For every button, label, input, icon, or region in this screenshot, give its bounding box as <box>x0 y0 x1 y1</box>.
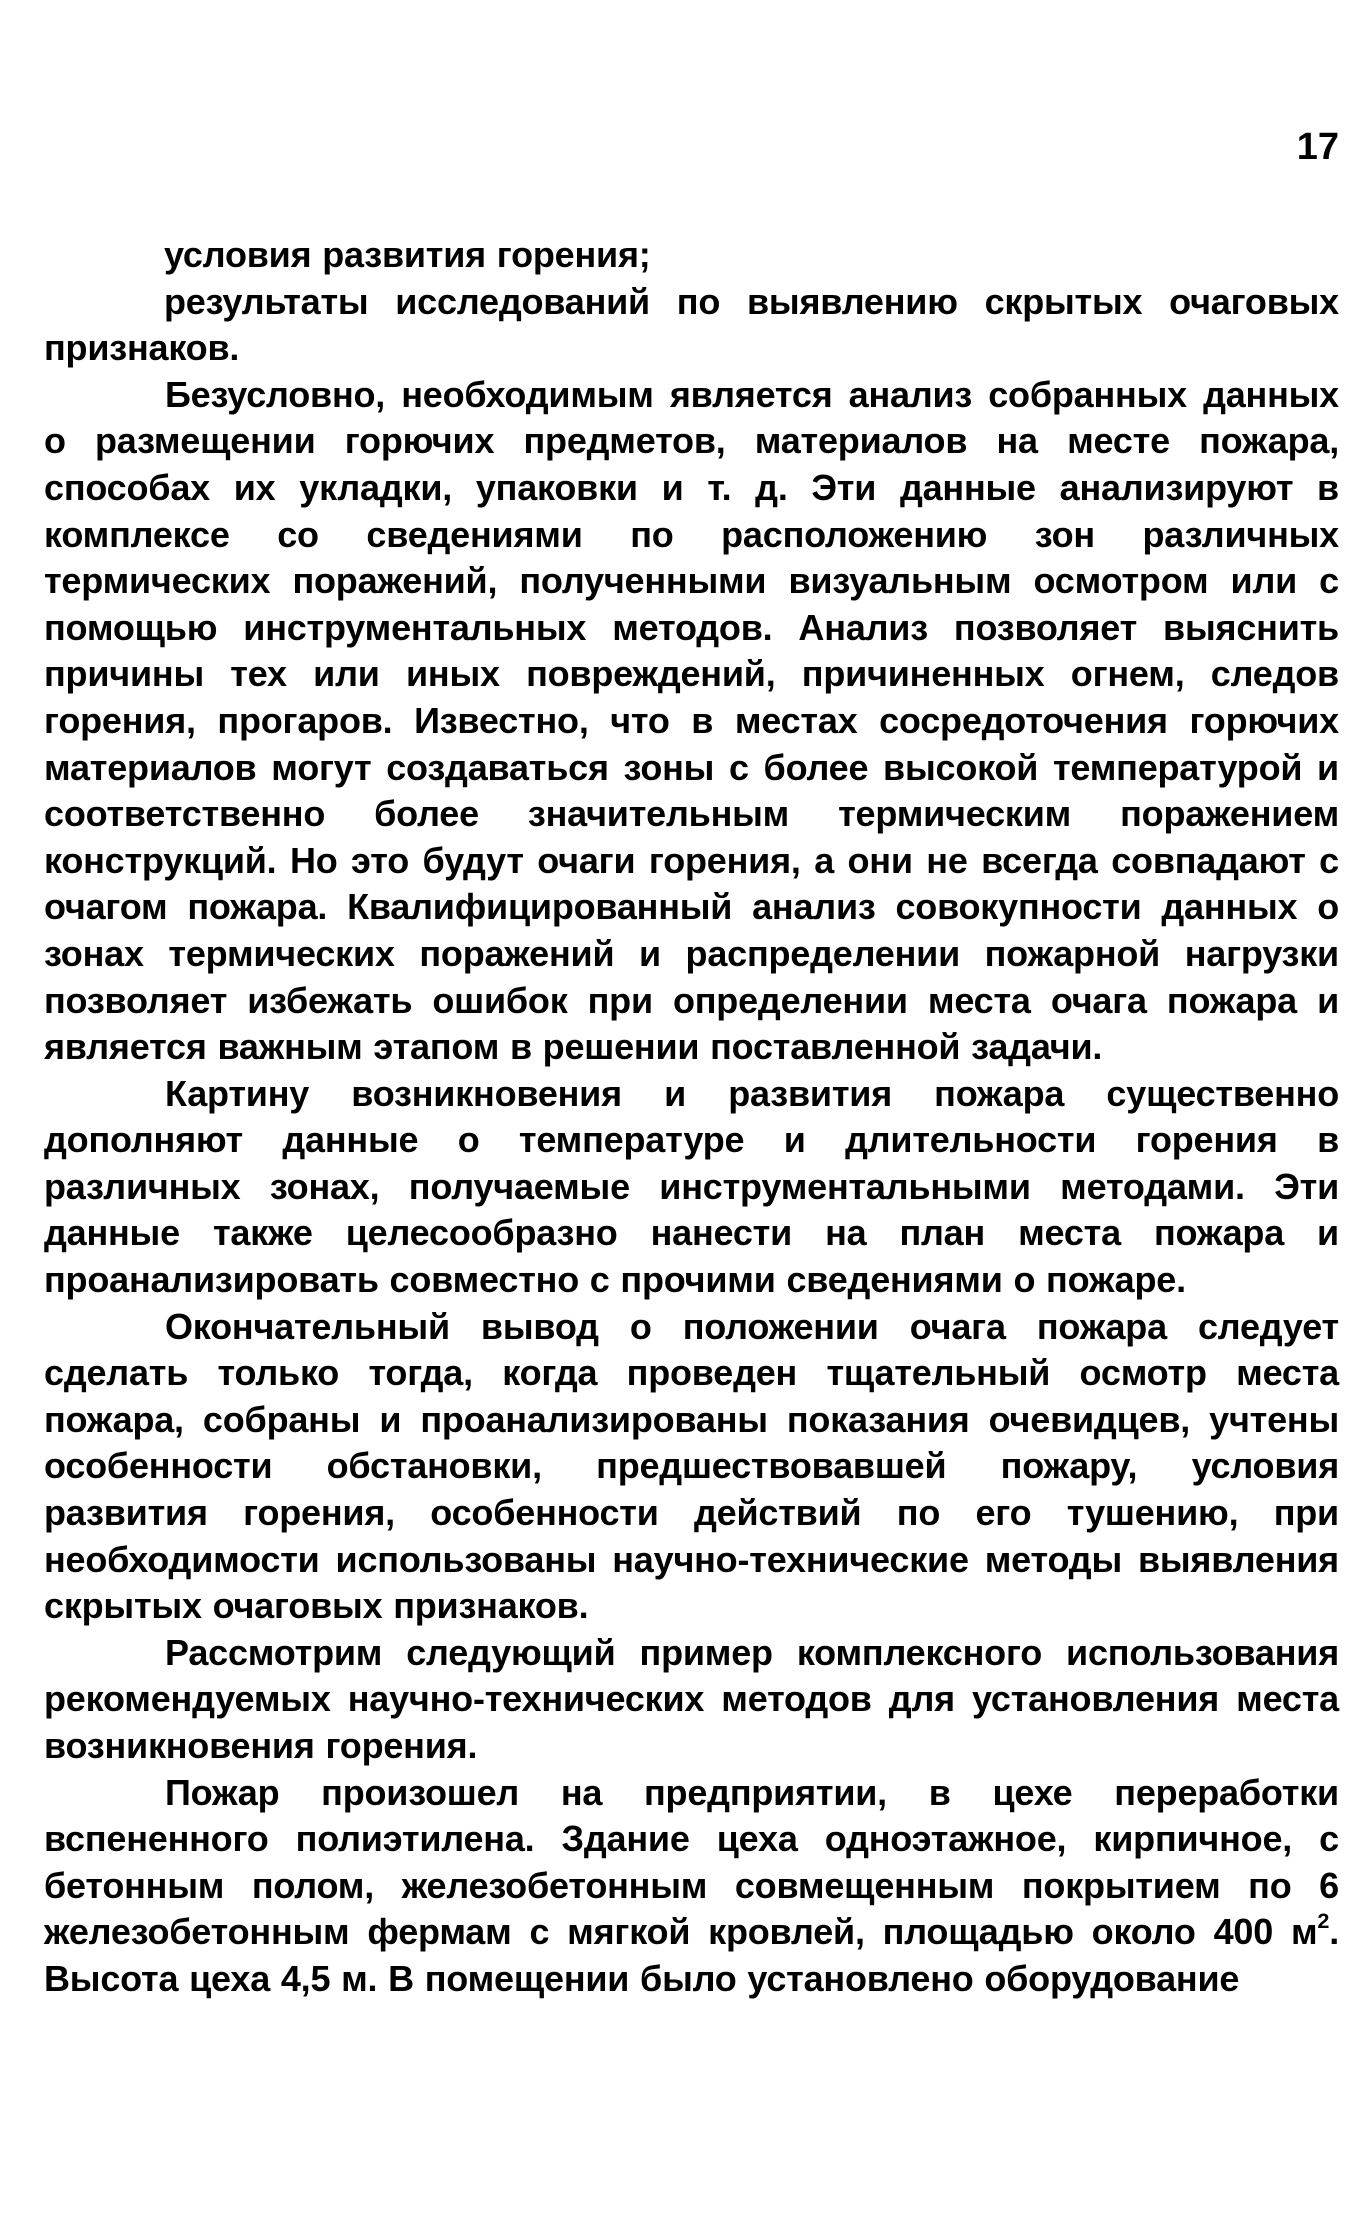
paragraph-conditions: условия развития горения; <box>164 234 651 275</box>
paragraph-results: результаты исследований по выявлению скрытых очаговых признаков. <box>44 280 1339 369</box>
paragraph-example: Рассмотрим следующий пример комплексного использования рекомендуемых научно-технических методов для установления места возникновения горения. <box>44 1631 1339 1766</box>
paragraph-analysis: Безусловно, необходимым является анализ собранных данных о размещении горючих предметов, материалов на месте пожара, способах их укладки, упаковки и т. д. Эти данные анализируют в комплексе со сведениями по расположению зон различных термических поражений, полученными визуальным осмотром или с помощью инструментальных методов. Анализ позволяет выяснить причины тех или иных повреждений, причиненных огнем, следов горения, прогаров. Известно, что в местах сосредоточения горючих материалов могут создаваться зоны с более высокой температурой и соответственно более значительным термическим поражением конструкций. Но это будут очаги горения, а они не всегда совпадают с очагом пожара. Квалифицированный анализ совокупности данных о зонах термических поражений и распределении пожарной нагрузки позволяет избежать ошибок при определении места очага пожара и является важным этапом в решении поставленной задачи. <box>44 373 1339 1068</box>
paragraph-conclusion: Окончательный вывод о положении очага пожара следует сделать только тогда, когда проведен тщательный осмотр места пожара, собраны и проанализированы показания очевидцев, учтены особенности обстановки, предшествовавшей пожару, условия развития горения, особенности действий по его тушению, при необходимости использованы научно-технические методы выявления скрытых очаговых признаков. <box>44 1305 1339 1627</box>
paragraph-fire-case <box>44 1770 1339 2003</box>
body-text <box>44 232 1339 2003</box>
paragraph-picture: Картину возникновения и развития пожара существенно дополняют данные о температуре и длительности горения в различных зонах, получаемые инструментальными методами. Эти данные также целесообразно нанести на план места пожара и проанализировать совместно с прочими сведениями о пожаре. <box>44 1072 1339 1301</box>
page-number: 17 <box>1296 126 1339 168</box>
superscript-two: 2 <box>1317 1908 1330 1934</box>
fire-case-text: Пожар произошел на предприятии, в цехе переработки вспененного полиэтилена. Здание цеха одноэтажное, кирпичное, с бетонным полом, железобетонным совмещенным покрытием по 6 железобетонным фермам с мягкой кровлей, площадью около 400 м <box>44 1771 1339 1953</box>
fire-case-text-continued: . Высота цеха 4,5 м. В помещении было установлено оборудование <box>44 1911 1339 1999</box>
